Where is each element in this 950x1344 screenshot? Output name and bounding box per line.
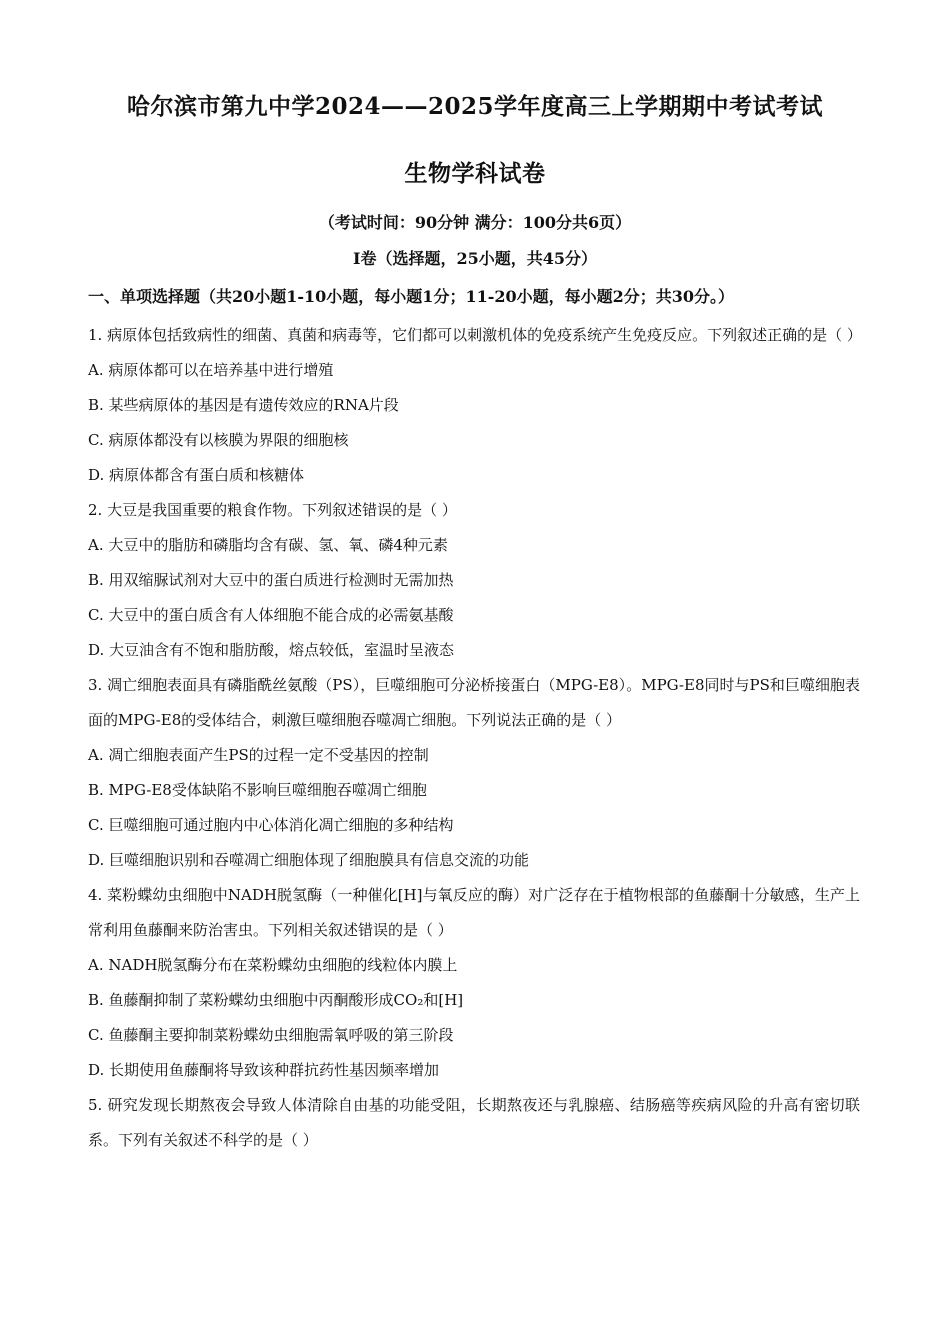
exam-info: （考试时间：90分钟 满分：100分共6页） [318, 213, 632, 232]
option-c: C. 鱼藤酮主要抑制菜粉蝶幼虫细胞需氧呼吸的第三阶段 [88, 1026, 454, 1044]
question-3 [88, 668, 860, 878]
option-b: B. 某些病原体的基因是有遗传效应的RNA片段 [88, 396, 399, 414]
exam-title: 哈尔滨市第九中学2024——2025学年度高三上学期期中考试考试 [126, 93, 824, 120]
option-a: A. NADH脱氢酶分布在菜粉蝶幼虫细胞的线粒体内膜上 [88, 956, 458, 974]
question-1 [88, 318, 860, 493]
question-stem: 3. 凋亡细胞表面具有磷脂酰丝氨酸（PS），巨噬细胞可分泌桥接蛋白（MPG-E8）。MPG-E8同时与PS和巨噬细胞表面的MPG-E8的受体结合，刺激巨噬细胞吞噬凋亡细胞。下列说法正确的是（ ） [88, 676, 860, 729]
question-4 [88, 878, 860, 1088]
option-b: B. 用双缩脲试剂对大豆中的蛋白质进行检测时无需加热 [88, 571, 454, 589]
question-stem: 1. 病原体包括致病性的细菌、真菌和病毒等，它们都可以刺激机体的免疫系统产生免疫反应。下列叙述正确的是（ ） [88, 326, 862, 344]
question-stem: 2. 大豆是我国重要的粮食作物。下列叙述错误的是（ ） [88, 501, 457, 519]
subject-title: 生物学科试卷 [404, 160, 546, 187]
section-heading: 一、单项选择题（共20小题1-10小题，每小题1分；11-20小题，每小题2分；共30分。） [88, 287, 735, 306]
volume-info: Ⅰ卷（选择题，25小题，共45分） [352, 249, 598, 268]
option-c: C. 大豆中的蛋白质含有人体细胞不能合成的必需氨基酸 [88, 606, 454, 624]
question-stem: 4. 菜粉蝶幼虫细胞中NADH脱氢酶（一种催化[H]与氧反应的酶）对广泛存在于植物根部的鱼藤酮十分敏感，生产上常利用鱼藤酮来防治害虫。下列相关叙述错误的是（ ） [88, 886, 860, 939]
option-a: A. 凋亡细胞表面产生PS的过程一定不受基因的控制 [88, 746, 429, 764]
option-b: B. 鱼藤酮抑制了菜粉蝶幼虫细胞中丙酮酸形成CO₂和[H] [88, 991, 464, 1009]
option-d: D. 巨噬细胞识别和吞噬凋亡细胞体现了细胞膜具有信息交流的功能 [88, 851, 530, 869]
option-a: A. 病原体都可以在培养基中进行增殖 [88, 361, 334, 379]
question-5 [88, 1088, 860, 1158]
option-b: B. MPG-E8受体缺陷不影响巨噬细胞吞噬凋亡细胞 [88, 781, 427, 799]
option-a: A. 大豆中的脂肪和磷脂均含有碳、氢、氧、磷4种元素 [88, 536, 448, 554]
question-list [88, 318, 860, 1158]
option-c: C. 巨噬细胞可通过胞内中心体消化凋亡细胞的多种结构 [88, 816, 454, 834]
question-2 [88, 493, 860, 668]
option-c: C. 病原体都没有以核膜为界限的细胞核 [88, 431, 349, 449]
option-d: D. 病原体都含有蛋白质和核糖体 [88, 466, 305, 484]
option-d: D. 大豆油含有不饱和脂肪酸，熔点较低，室温时呈液态 [88, 641, 455, 659]
option-d: D. 长期使用鱼藤酮将导致该种群抗药性基因频率增加 [88, 1061, 440, 1079]
question-stem: 5. 研究发现长期熬夜会导致人体清除自由基的功能受阻，长期熬夜还与乳腺癌、结肠癌等疾病风险的升高有密切联系。下列有关叙述不科学的是（ ） [88, 1096, 860, 1149]
